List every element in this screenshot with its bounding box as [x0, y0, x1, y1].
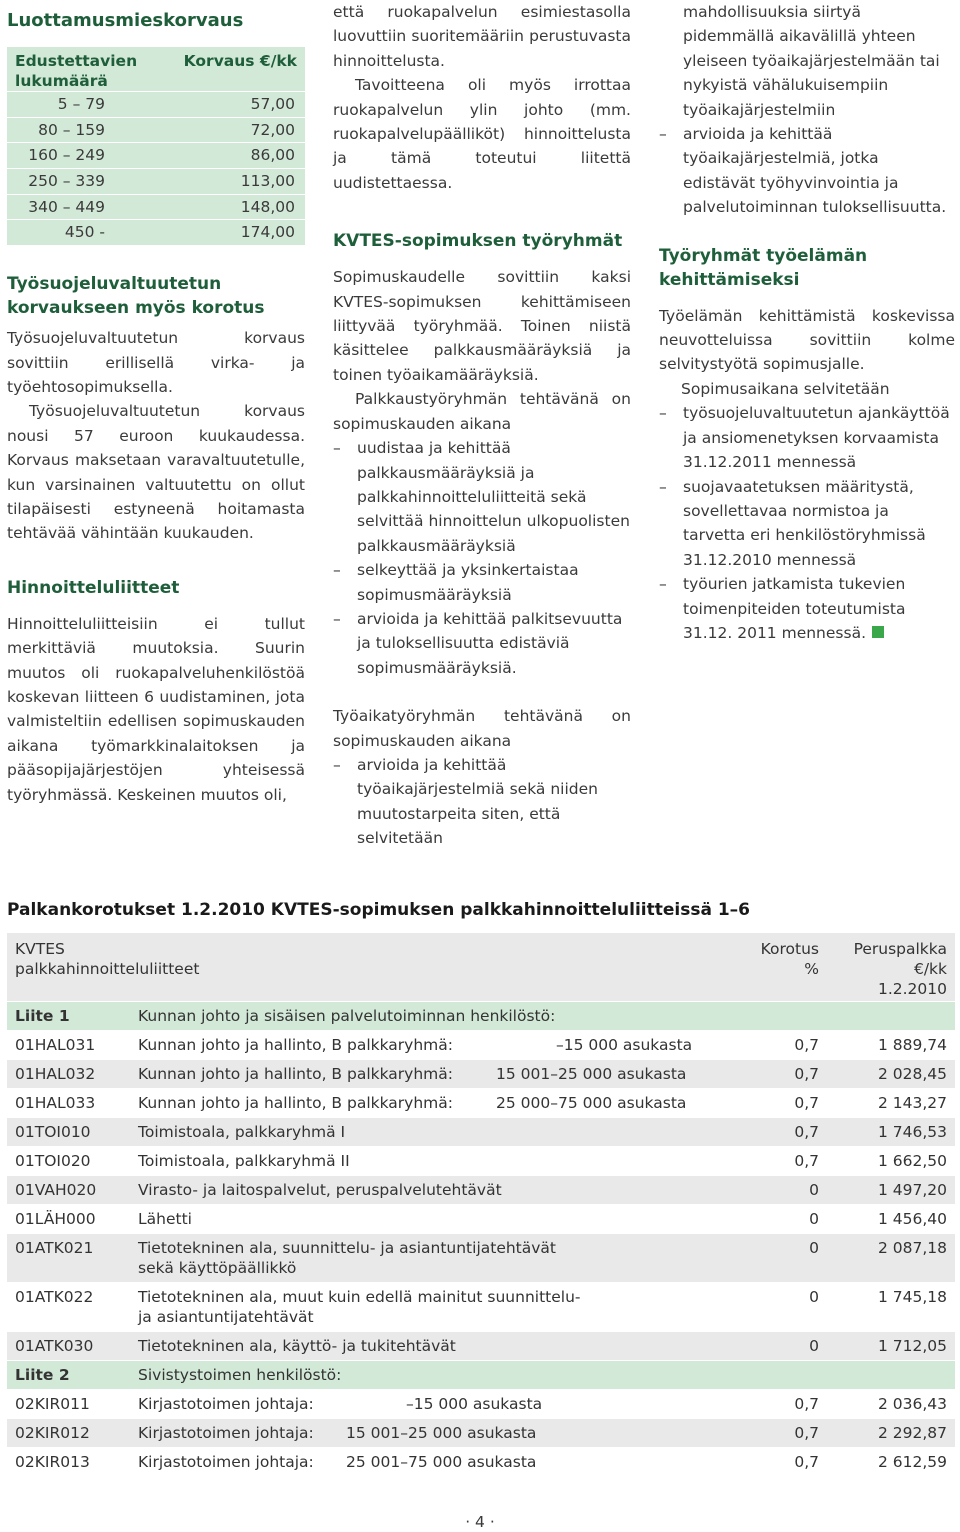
row-description-text: Kirjastotoimen johtaja: — [138, 1424, 314, 1442]
row-raise-percent: 0,7 — [727, 1031, 827, 1060]
table-section-row — [7, 1002, 955, 1031]
row-description-text: Kunnan johto ja hallinto, B palkkaryhmä: — [138, 1094, 453, 1112]
compensation-row — [7, 168, 305, 194]
row-description-text: Tietotekninen ala, käyttö- ja tukitehtävät — [138, 1337, 456, 1355]
end-square-icon — [872, 626, 884, 638]
row-description — [130, 1361, 727, 1390]
row-code: 01ATK021 — [7, 1234, 130, 1283]
row-raise-percent: 0 — [727, 1283, 827, 1332]
row-description-text: Virasto- ja laitospalvelut, peruspalvelutehtävät — [138, 1181, 502, 1199]
paragraph-palkkaus: Palkkaustyöryhmän tehtävänä on sopimuskauden aikana — [333, 390, 631, 433]
row-base-pay — [827, 1361, 955, 1390]
row-code: 02KIR011 — [7, 1390, 130, 1419]
row-description-text: Kirjastotoimen johtaja: — [138, 1453, 314, 1471]
compensation-row — [7, 142, 305, 168]
heading-luottamusmieskorvaus: Luottamusmieskorvaus — [7, 10, 244, 31]
row-raise-percent: 0,7 — [727, 1147, 827, 1176]
row-raise-percent: 0,7 — [727, 1419, 827, 1448]
column-3 — [659, 0, 955, 645]
paragraph-tsv-2: Työsuojeluvaltuutetun korvaus nousi 57 euroon kuukaudessa. Korvaus maksetaan varavaltuutetulle, kun varsinainen valtuutettu on ollut tilapäisesti estyneenä hoitamasta tehtävää vähintään kuukauden. — [7, 402, 305, 543]
row-base-pay: 1 889,74 — [827, 1031, 955, 1060]
row-code: Liite 1 — [7, 1002, 130, 1031]
row-description — [130, 1448, 727, 1477]
row-code: 02KIR012 — [7, 1419, 130, 1448]
table-row — [7, 1205, 955, 1234]
row-description-text: Kunnan johto ja hallinto, B palkkaryhmä: — [138, 1065, 453, 1083]
row-base-pay: 2 612,59 — [827, 1448, 955, 1477]
row-raise-percent: 0 — [727, 1205, 827, 1234]
paragraph-tyoelama: Työelämän kehittämistä koskevissa neuvotteluissa sovittiin kolme selvitystyötä sopimusjalle. — [659, 306, 955, 374]
compensation-value: 113,00 — [240, 172, 295, 191]
row-population-range: 25 001–75 000 asukasta — [346, 1453, 537, 1471]
palkkaus-task-list — [333, 436, 631, 680]
row-description — [130, 1283, 727, 1332]
header-percent: % — [804, 960, 819, 978]
table-row — [7, 1419, 955, 1448]
compensation-table — [7, 47, 305, 245]
row-code: 01HAL033 — [7, 1089, 130, 1118]
compensation-value: 72,00 — [250, 120, 295, 139]
paragraph-hinnoitteluliitteet: Hinnoitteluliitteisiin ei tullut merkittäviä muutoksia. Suurin muutos oli ruokapalveluhenkilöstöä koskevan liitteen 6 uudistaminen, jota valmisteltiin edellisen sopimuskauden aikana työmarkkinalaitoksen ja pääsopijajärjestöjen yhteisessä työryhmässä. Keskeinen muutos oli, — [7, 614, 305, 804]
column-1 — [7, 0, 305, 807]
table-row — [7, 1089, 955, 1118]
compensation-rows — [7, 91, 305, 245]
row-description — [130, 1176, 727, 1205]
header-liitteet: palkkahinnoitteluliitteet — [15, 960, 200, 978]
compensation-range: 340 – 449 — [28, 197, 105, 216]
row-base-pay: 1 456,40 — [827, 1205, 955, 1234]
row-description — [130, 1419, 727, 1448]
row-description-text: Tietotekninen ala, suunnittelu- ja asiantuntijatehtävät — [138, 1239, 557, 1257]
row-description-text: Toimistoala, palkkaryhmä I — [138, 1123, 346, 1141]
selvitys-item — [659, 572, 955, 645]
row-code: 01ATK030 — [7, 1332, 130, 1361]
compensation-row — [7, 194, 305, 220]
heading-hinnoitteluliitteet: Hinnoitteluliitteet — [7, 577, 180, 598]
header-kvtes: KVTES — [15, 940, 65, 958]
row-description-text: Lähetti — [138, 1210, 192, 1228]
heading-tsv: Työsuojeluvaltuutetun korvaukseen myös korotus — [7, 274, 265, 319]
row-base-pay: 2 087,18 — [827, 1234, 955, 1283]
row-code: 01VAH020 — [7, 1176, 130, 1205]
row-description — [130, 1002, 727, 1031]
compensation-row — [7, 91, 305, 117]
row-population-range: 15 001–25 000 asukasta — [346, 1424, 537, 1442]
row-description — [130, 1031, 727, 1060]
compensation-range: 5 – 79 — [57, 95, 105, 113]
table-row — [7, 1060, 955, 1089]
table-row — [7, 1448, 955, 1477]
compensation-value: 57,00 — [250, 95, 295, 113]
palkkaus-task: – uudistaa ja kehittää palkkausmääräyksiä ja palkkahinnoitteluliitteitä sekä selvittää hinnoittelun ulkopuolisten palkkausmääräyksiä — [333, 436, 631, 558]
row-description — [130, 1332, 727, 1361]
row-description — [130, 1089, 727, 1118]
paragraph-tyoryhmat: Sopimuskaudelle sovittiin kaksi KVTES-sopimuksen kehittämiseen liittyvää työryhmää. Toinen niistä käsittelee palkkausmääräyksiä ja toinen työaikamääräyksiä. — [333, 268, 631, 384]
row-description — [130, 1205, 727, 1234]
compensation-row — [7, 117, 305, 143]
row-base-pay: 2 292,87 — [827, 1419, 955, 1448]
row-description — [130, 1060, 727, 1089]
table-section-row — [7, 1361, 955, 1390]
row-code: 01LÄH000 — [7, 1205, 130, 1234]
selvitys-item — [659, 401, 955, 474]
row-raise-percent: 0,7 — [727, 1089, 827, 1118]
page-number: · 4 · — [465, 1513, 495, 1531]
row-description — [130, 1234, 727, 1283]
row-raise-percent: 0,7 — [727, 1060, 827, 1089]
row-population-range: 15 001–25 000 asukasta — [496, 1065, 687, 1083]
table-row — [7, 1118, 955, 1147]
table-row — [7, 1234, 955, 1283]
heading-tyoryhmat: KVTES-sopimuksen työryhmät — [333, 231, 623, 252]
row-code: 01HAL031 — [7, 1031, 130, 1060]
table-row — [7, 1390, 955, 1419]
row-description — [130, 1147, 727, 1176]
row-raise-percent: 0 — [727, 1176, 827, 1205]
paragraph-tsv-1: Työsuojeluvaltuutetun korvaus sovittiin erillisellä virka- ja työehtosopimuksella. — [7, 329, 305, 396]
header-eur-month: €/kk — [913, 960, 947, 978]
selvitys-item-text: työsuojeluvaltuutetun ajankäyttöä ja ansiomenetyksen korvaamista 31.12.2011 mennessä — [683, 404, 950, 472]
row-code: 02KIR013 — [7, 1448, 130, 1477]
row-raise-percent: 0,7 — [727, 1390, 827, 1419]
row-base-pay: 2 028,45 — [827, 1060, 955, 1089]
selvitys-item-text: työurien jatkamista tukevien toimenpiteiden toteutumista 31.12. 2011 mennessä. — [683, 575, 906, 642]
paragraph-continued-1: että ruokapalvelun esimiestasolla luovuttiin suoritemääriin perustuvasta hinnoittelusta. — [333, 3, 631, 70]
tyoaika-task-1-continued: mahdollisuuksia siirtyä pidemmällä aikavälillä yhteen yleiseen työaikajärjestelmään tai nykyistä vähälukuisempiin työaikajärjestelmiin — [683, 3, 940, 119]
compensation-row — [7, 219, 305, 245]
palkkaus-task: – arvioida ja kehittää palkitsevuutta ja tuloksellisuutta edistäviä sopimusmääräyksiä. — [333, 607, 631, 680]
table-row — [7, 1332, 955, 1361]
row-description-text: Kunnan johto ja sisäisen palvelutoiminnan henkilöstö: — [138, 1007, 556, 1025]
selvitys-item-text: suojavaatetuksen määritystä, sovellettavaa normistoa ja tarvetta eri henkilöstöryhmissä 31.12.2010 mennessä — [683, 477, 926, 569]
row-raise-percent: 0 — [727, 1332, 827, 1361]
header-peruspalkka: Peruspalkka — [853, 940, 947, 958]
compensation-range: 160 – 249 — [28, 146, 105, 165]
row-code: 01TOI020 — [7, 1147, 130, 1176]
table-row — [7, 1147, 955, 1176]
row-description-text: Kirjastotoimen johtaja: — [138, 1395, 314, 1413]
row-description — [130, 1390, 727, 1419]
row-raise-percent — [727, 1361, 827, 1390]
header-compensation: Korvaus €/kk — [183, 52, 297, 70]
paragraph-tyoaika: Työaikatyöryhmän tehtävänä on sopimuskauden aikana — [333, 707, 631, 750]
compensation-value: 148,00 — [240, 197, 295, 216]
paragraph-selvitetaan: Sopimusaikana selvitetään — [681, 379, 890, 398]
row-description-text: Toimistoala, palkkaryhmä II — [138, 1152, 350, 1170]
table-row — [7, 1283, 955, 1332]
compensation-value: 86,00 — [250, 146, 295, 165]
row-base-pay: 1 746,53 — [827, 1118, 955, 1147]
row-raise-percent: 0,7 — [727, 1118, 827, 1147]
heading-tyoelama: Työryhmät työelämän kehittämiseksi — [659, 245, 868, 290]
row-base-pay: 1 712,05 — [827, 1332, 955, 1361]
row-population-range: 25 000–75 000 asukasta — [496, 1094, 687, 1112]
row-base-pay: 2 036,43 — [827, 1390, 955, 1419]
row-raise-percent — [727, 1002, 827, 1031]
header-korotus: Korotus — [760, 940, 819, 958]
header-count-line2: lukumäärä — [15, 72, 108, 90]
row-description-continued: sekä käyttöpäällikkö — [138, 1259, 297, 1277]
pay-raise-table-section — [7, 898, 955, 1477]
row-code: Liite 2 — [7, 1361, 130, 1390]
row-base-pay: 1 745,18 — [827, 1283, 955, 1332]
tyoaika-task-1: – arvioida ja kehittää työaikajärjestelmiä sekä niiden muutostarpeita siten, että selvitetään — [333, 753, 631, 851]
paragraph-continued-2: Tavoitteena oli myös irrottaa ruokapalvelun ylin johto (mm. ruokapalvelupäälliköt) hinnoittelusta ja tämä toteutui liitettä uudistettaessa. — [333, 76, 631, 192]
row-base-pay: 1 497,20 — [827, 1176, 955, 1205]
header-date: 1.2.2010 — [877, 980, 947, 998]
row-base-pay — [827, 1002, 955, 1031]
compensation-table-header — [7, 47, 305, 91]
row-population-range: –15 000 asukasta — [556, 1036, 693, 1054]
row-description-continued: ja asiantuntijatehtävät — [138, 1308, 314, 1326]
row-raise-percent: 0,7 — [727, 1448, 827, 1477]
row-code: 01TOI010 — [7, 1118, 130, 1147]
row-population-range: –15 000 asukasta — [406, 1395, 543, 1413]
row-description-text: Sivistystoimen henkilöstö: — [138, 1366, 342, 1384]
selvitys-list — [659, 401, 955, 645]
compensation-range: 80 – 159 — [38, 120, 105, 139]
compensation-value: 174,00 — [240, 223, 295, 242]
table-row — [7, 1176, 955, 1205]
compensation-range: 250 – 339 — [28, 172, 105, 191]
tyoaika-task-2: – arvioida ja kehittää työaikajärjestelmiä, jotka edistävät työhyvinvointia ja palvelutoiminnan tuloksellisuutta. — [659, 122, 955, 220]
row-base-pay: 2 143,27 — [827, 1089, 955, 1118]
row-base-pay: 1 662,50 — [827, 1147, 955, 1176]
row-description — [130, 1118, 727, 1147]
selvitys-item — [659, 475, 955, 573]
row-description-text: Kunnan johto ja hallinto, B palkkaryhmä: — [138, 1036, 453, 1054]
pay-raise-table — [7, 932, 955, 1477]
pay-raise-table-header — [7, 933, 955, 1002]
row-raise-percent: 0 — [727, 1234, 827, 1283]
row-code: 01ATK022 — [7, 1283, 130, 1332]
row-code: 01HAL032 — [7, 1060, 130, 1089]
row-description-text: Tietotekninen ala, muut kuin edellä mainitut suunnittelu- — [138, 1288, 581, 1306]
header-count-line1: Edustettavien — [15, 52, 138, 70]
palkkaus-task: – selkeyttää ja yksinkertaistaa sopimusmääräyksiä — [333, 558, 631, 607]
pay-raise-table-title: Palkankorotukset 1.2.2010 KVTES-sopimuksen palkkahinnoitteluliitteissä 1–6 — [7, 900, 751, 920]
column-2 — [333, 0, 631, 851]
compensation-range: 450 - — [64, 223, 105, 242]
table-row — [7, 1031, 955, 1060]
